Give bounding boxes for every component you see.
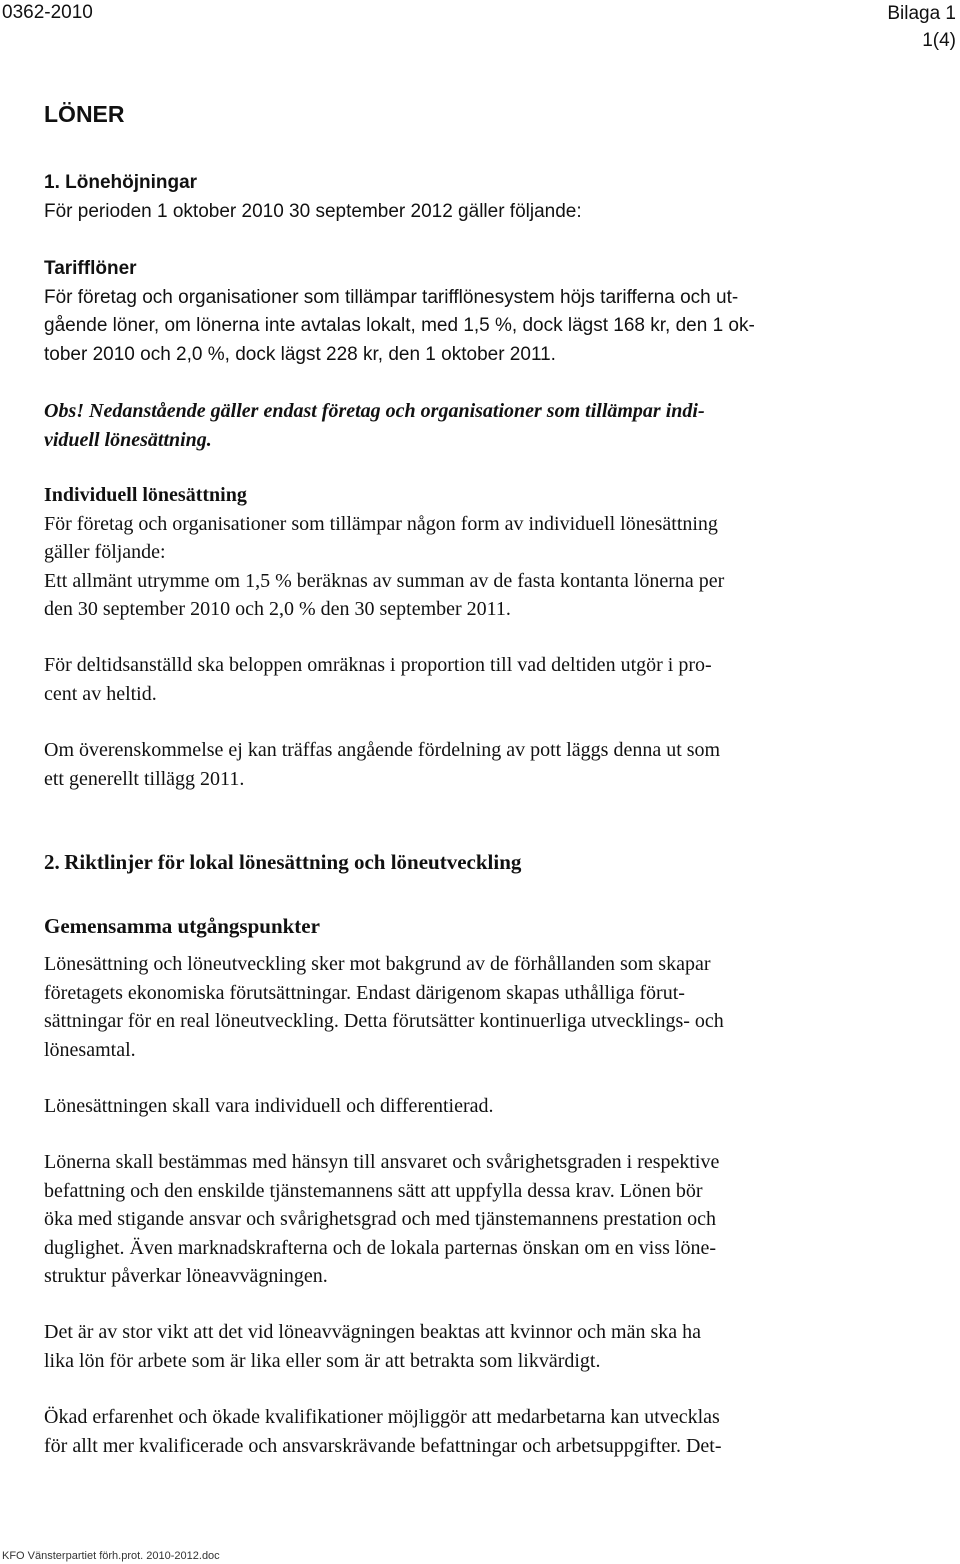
appendix-label: Bilaga 1 [887, 3, 956, 24]
paragraph-line: struktur påverkar löneavvägningen. [44, 1265, 328, 1287]
page-title [44, 101, 934, 128]
paragraph-line: lika lön för arbete som är lika eller som är att betrakta som likvärdigt. [44, 1349, 601, 1372]
paragraph-line: lönesamtal. [44, 1038, 136, 1061]
agreement-line: ett generellt tillägg 2011. [44, 767, 245, 790]
obs-note [44, 397, 934, 454]
paragraph-3 [44, 1148, 934, 1291]
parttime-paragraph [44, 651, 934, 708]
paragraph-line: Lönerna skall bestämmas med hänsyn till ansvaret och svårighetsgraden i respektive [44, 1151, 720, 1173]
paragraph-line: företagets ekonomiska förutsättningar. Endast därigenom skapas uthålliga förut- [44, 981, 685, 1004]
paragraph-line: för allt mer kvalificerade och ansvarskrävande befattningar och arbetsuppgifter. Det- [44, 1434, 722, 1457]
tariff-block [44, 255, 934, 369]
document-number: 0362-2010 [2, 2, 93, 23]
section-2-title: Riktlinjer för lokal lönesättning och löneutveckling [64, 850, 522, 874]
obs-text: Nedanstående gäller endast företag och organisationer som tillämpar indi- [84, 400, 705, 422]
section-2-subheading [44, 914, 934, 939]
section-1 [44, 169, 934, 226]
subheading-text: Gemensamma utgångspunkter [44, 914, 320, 938]
tariff-heading: Tarifflöner [44, 258, 137, 279]
individual-heading: Individuell lönesättning [44, 484, 247, 506]
obs-text: viduell lönesättning. [44, 428, 212, 451]
paragraph-line: befattning och den enskilde tjänstemannens sätt att uppfylla dessa krav. Lönen bör [44, 1179, 703, 1202]
agreement-paragraph [44, 736, 934, 793]
paragraph-line: duglighet. Även marknadskrafterna och de lokala parternas önskan om en viss löne- [44, 1236, 717, 1259]
paragraph-5 [44, 1403, 934, 1460]
agreement-line: Om överenskommelse ej kan träffas angående fördelning av pott läggs denna ut som [44, 739, 721, 761]
individual-line: För företag och organisationer som tillämpar någon form av individuell lönesättning [44, 512, 718, 535]
parttime-line: För deltidsanställd ska beloppen omräknas i proportion till vad deltiden utgör i pro- [44, 654, 712, 676]
section-1-intro: För perioden 1 oktober 2010 30 september 2012 gäller följande: [44, 200, 582, 222]
paragraph-line: öka med stigande ansvar och svårighetsgrad och med tjänstemannens prestation och [44, 1208, 717, 1230]
section-2-number: 2. [44, 850, 60, 874]
document-footer: KFO Vänsterpartiet förh.prot. 2010-2012.doc [2, 1550, 220, 1562]
paragraph-line: Det är av stor vikt att det vid löneavvägningen beaktas att kvinnor och män ska ha [44, 1321, 702, 1343]
individual-line: Ett allmänt utrymme om 1,5 % beräknas av summan av de fasta kontanta lönerna per [44, 569, 725, 592]
page-title-text: LÖNER [44, 101, 125, 127]
paragraph-4 [44, 1318, 934, 1375]
individual-line: gäller följande: [44, 541, 166, 563]
paragraph-line: Ökad erfarenhet och ökade kvalifikationer möjliggör att medarbetarna kan utvecklas [44, 1406, 720, 1428]
parttime-line: cent av heltid. [44, 682, 157, 705]
paragraph-line: sättningar för en real löneutveckling. Detta förutsätter kontinuerliga utvecklings- och [44, 1010, 724, 1032]
paragraph-line: Lönesättning och löneutveckling sker mot bakgrund av de förhållanden som skapar [44, 953, 711, 975]
section-1-heading: 1. Lönehöjningar [44, 172, 198, 193]
tariff-line: För företag och organisationer som tillämpar tarifflönesystem höjs tarifferna och ut- [44, 286, 739, 308]
individual-line: den 30 september 2010 och 2,0 % den 30 september 2011. [44, 598, 511, 620]
paragraph-2 [44, 1092, 934, 1121]
section-2-heading [44, 850, 934, 875]
tariff-line: gående löner, om lönerna inte avtalas lokalt, med 1,5 %, dock lägst 168 kr, den 1 ok- [44, 315, 755, 336]
tariff-line: tober 2010 och 2,0 %, dock lägst 228 kr, den 1 oktober 2011. [44, 343, 556, 365]
individual-block [44, 481, 934, 624]
paragraph-line: Lönesättningen skall vara individuell och differentierad. [44, 1095, 494, 1117]
paragraph-1 [44, 950, 934, 1064]
obs-label: Obs! [44, 400, 85, 422]
page-header-right [887, 0, 956, 54]
page-number: 1(4) [922, 30, 956, 51]
